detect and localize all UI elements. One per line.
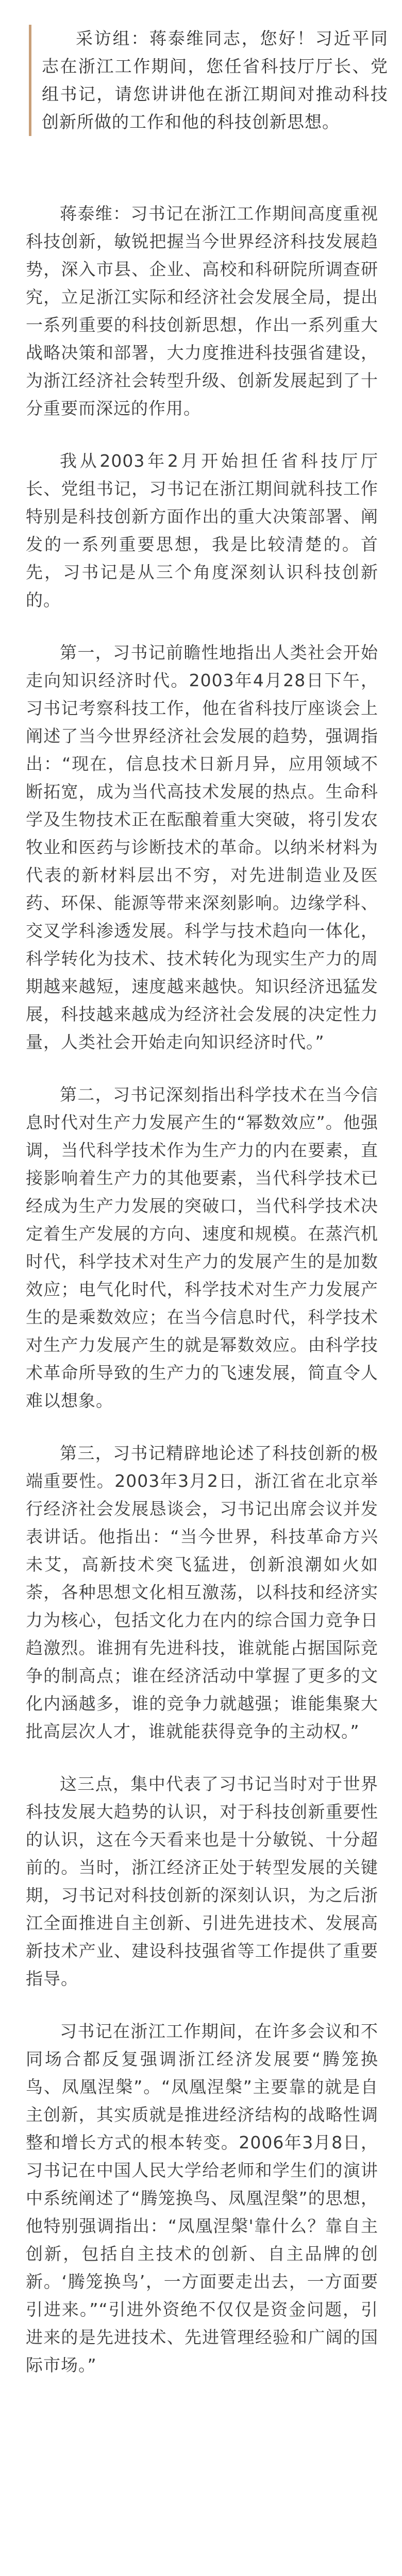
article-body xyxy=(26,200,378,2404)
paragraph-point-three: 第三，习书记精辟地论述了科技创新的极端重要性。2003年3月2日，浙江省在北京举行经济社会发展恳谈会，习书记出席会议并发表讲话。他指出：“当今世界，科技革命方兴未艾，高新技术突飞猛进，创新浪潮如火如荼，各种思想文化相互激荡，以科技和经济实力为核心，包括文化力在内的综合国力竞争日趋激烈。谁拥有先进科技，谁就能占据国际竞争的制高点；谁在经济活动中掌握了更多的文化内涵越多，谁的竞争力就越强；谁能集聚大批高层次人才，谁就能获得竞争的主动权。” xyxy=(26,1443,378,1741)
paragraph-summary: 这三点，集中代表了习书记当时对于世界科技发展大趋势的认识，对于科技创新重要性的认识，这在今天看来也是十分敏锐、十分超前的。当时，浙江经济正处于转型发展的关键期，习书记对科技创新的深刻认识，为之后浙江全面推进自主创新、引进先进技术、发展高新技术产业、建设科技强省等工作提供了重要指导。 xyxy=(26,1774,378,1989)
interview-question: 采访组：蒋泰维同志，您好！习近平同志在浙江工作期间，您任省科技厅厅长、党组书记，请您讲讲他在浙江期间对推动科技创新所做的工作和他的科技创新思想。 xyxy=(42,28,388,132)
paragraph-phoenix: 习书记在浙江工作期间，在许多会议和不同场合都反复强调浙江经济发展要“腾笼换鸟、凤凰涅槃”。“凤凰涅槃”主要靠的就是自主创新，其实质就是推进经济结构的战略性调整和增长方式的根本转变。2006年3月8日，习书记在中国人民大学给老师和学生们的演讲中系统阐述了“腾笼换鸟、凤凰涅槃”的思想，他特别强调指出：“凤凰涅槃'靠什么？靠自主创新，包括自主技术的创新、自主品牌的创新。‘腾笼换鸟’，一方面要走出去，一方面要引进来。”“引进外资绝不仅仅是资金问题，引进来的是先进技术、先进管理经验和广阔的国际市场。” xyxy=(26,2021,378,2375)
paragraph-answer-intro: 蒋泰维：习书记在浙江工作期间高度重视科技创新，敏锐把握当今世界经济科技发展趋势，深入市县、企业、高校和科研院所调查研究，立足浙江实际和经济社会发展全局，提出一系列重要的科技创新思想，作出一系列重大战略决策和部署，大力度推进科技强省建设，为浙江经济社会转型升级、创新发展起到了十分重要而深远的作用。 xyxy=(26,204,378,418)
paragraph-point-one: 第一，习书记前瞻性地指出人类社会开始走向知识经济时代。2003年4月28日下午，习书记考察科技工作，他在省科技厅座谈会上阐述了当今世界经济社会发展的趋势，强调指出：“现在，信息技术日新月异，应用领域不断拓宽，成为当代高技术发展的热点。生命科学及生物技术正在酝酿着重大突破，将引发农牧业和医药与诊断技术的革命。以纳米材料为代表的新材料层出不穷，对先进制造业及医药、环保、能源等带来深刻影响。边缘学科、交叉学科渗透发展。科学与技术趋向一体化，科学转化为技术、技术转化为现实生产力的周期越来越短，速度越来越快。知识经济迅猛发展，科技越来越成为经济社会发展的决定性力量，人类社会开始走向知识经济时代。” xyxy=(26,642,378,1052)
interview-question-block xyxy=(29,25,388,136)
paragraph-point-two: 第二，习书记深刻指出科学技术在当今信息时代对生产力发展产生的“幂数效应”。他强调，当代科学技术作为生产力的内在要素，直接影响着生产力的其他要素，当代科学技术已经成为生产力发展的突破口，当代科学技术决定着生产发展的方向、速度和规模。在蒸汽机时代，科学技术对生产力的发展产生的是加数效应；电气化时代，科学技术对生产力发展产生的是乘数效应；在当今信息时代，科学技术对生产力发展产生的就是幂数效应。由科学技术革命所导致的生产力的飞速发展，简直令人难以想象。 xyxy=(26,1084,378,1411)
paragraph-background: 我从2003年2月开始担任省科技厅厅长、党组书记，习书记在浙江期间就科技工作特别是科技创新方面作出的重大决策部署、阐发的一系列重要思想，我是比较清楚的。首先，习书记是从三个角度深刻认识科技创新的。 xyxy=(26,451,378,610)
